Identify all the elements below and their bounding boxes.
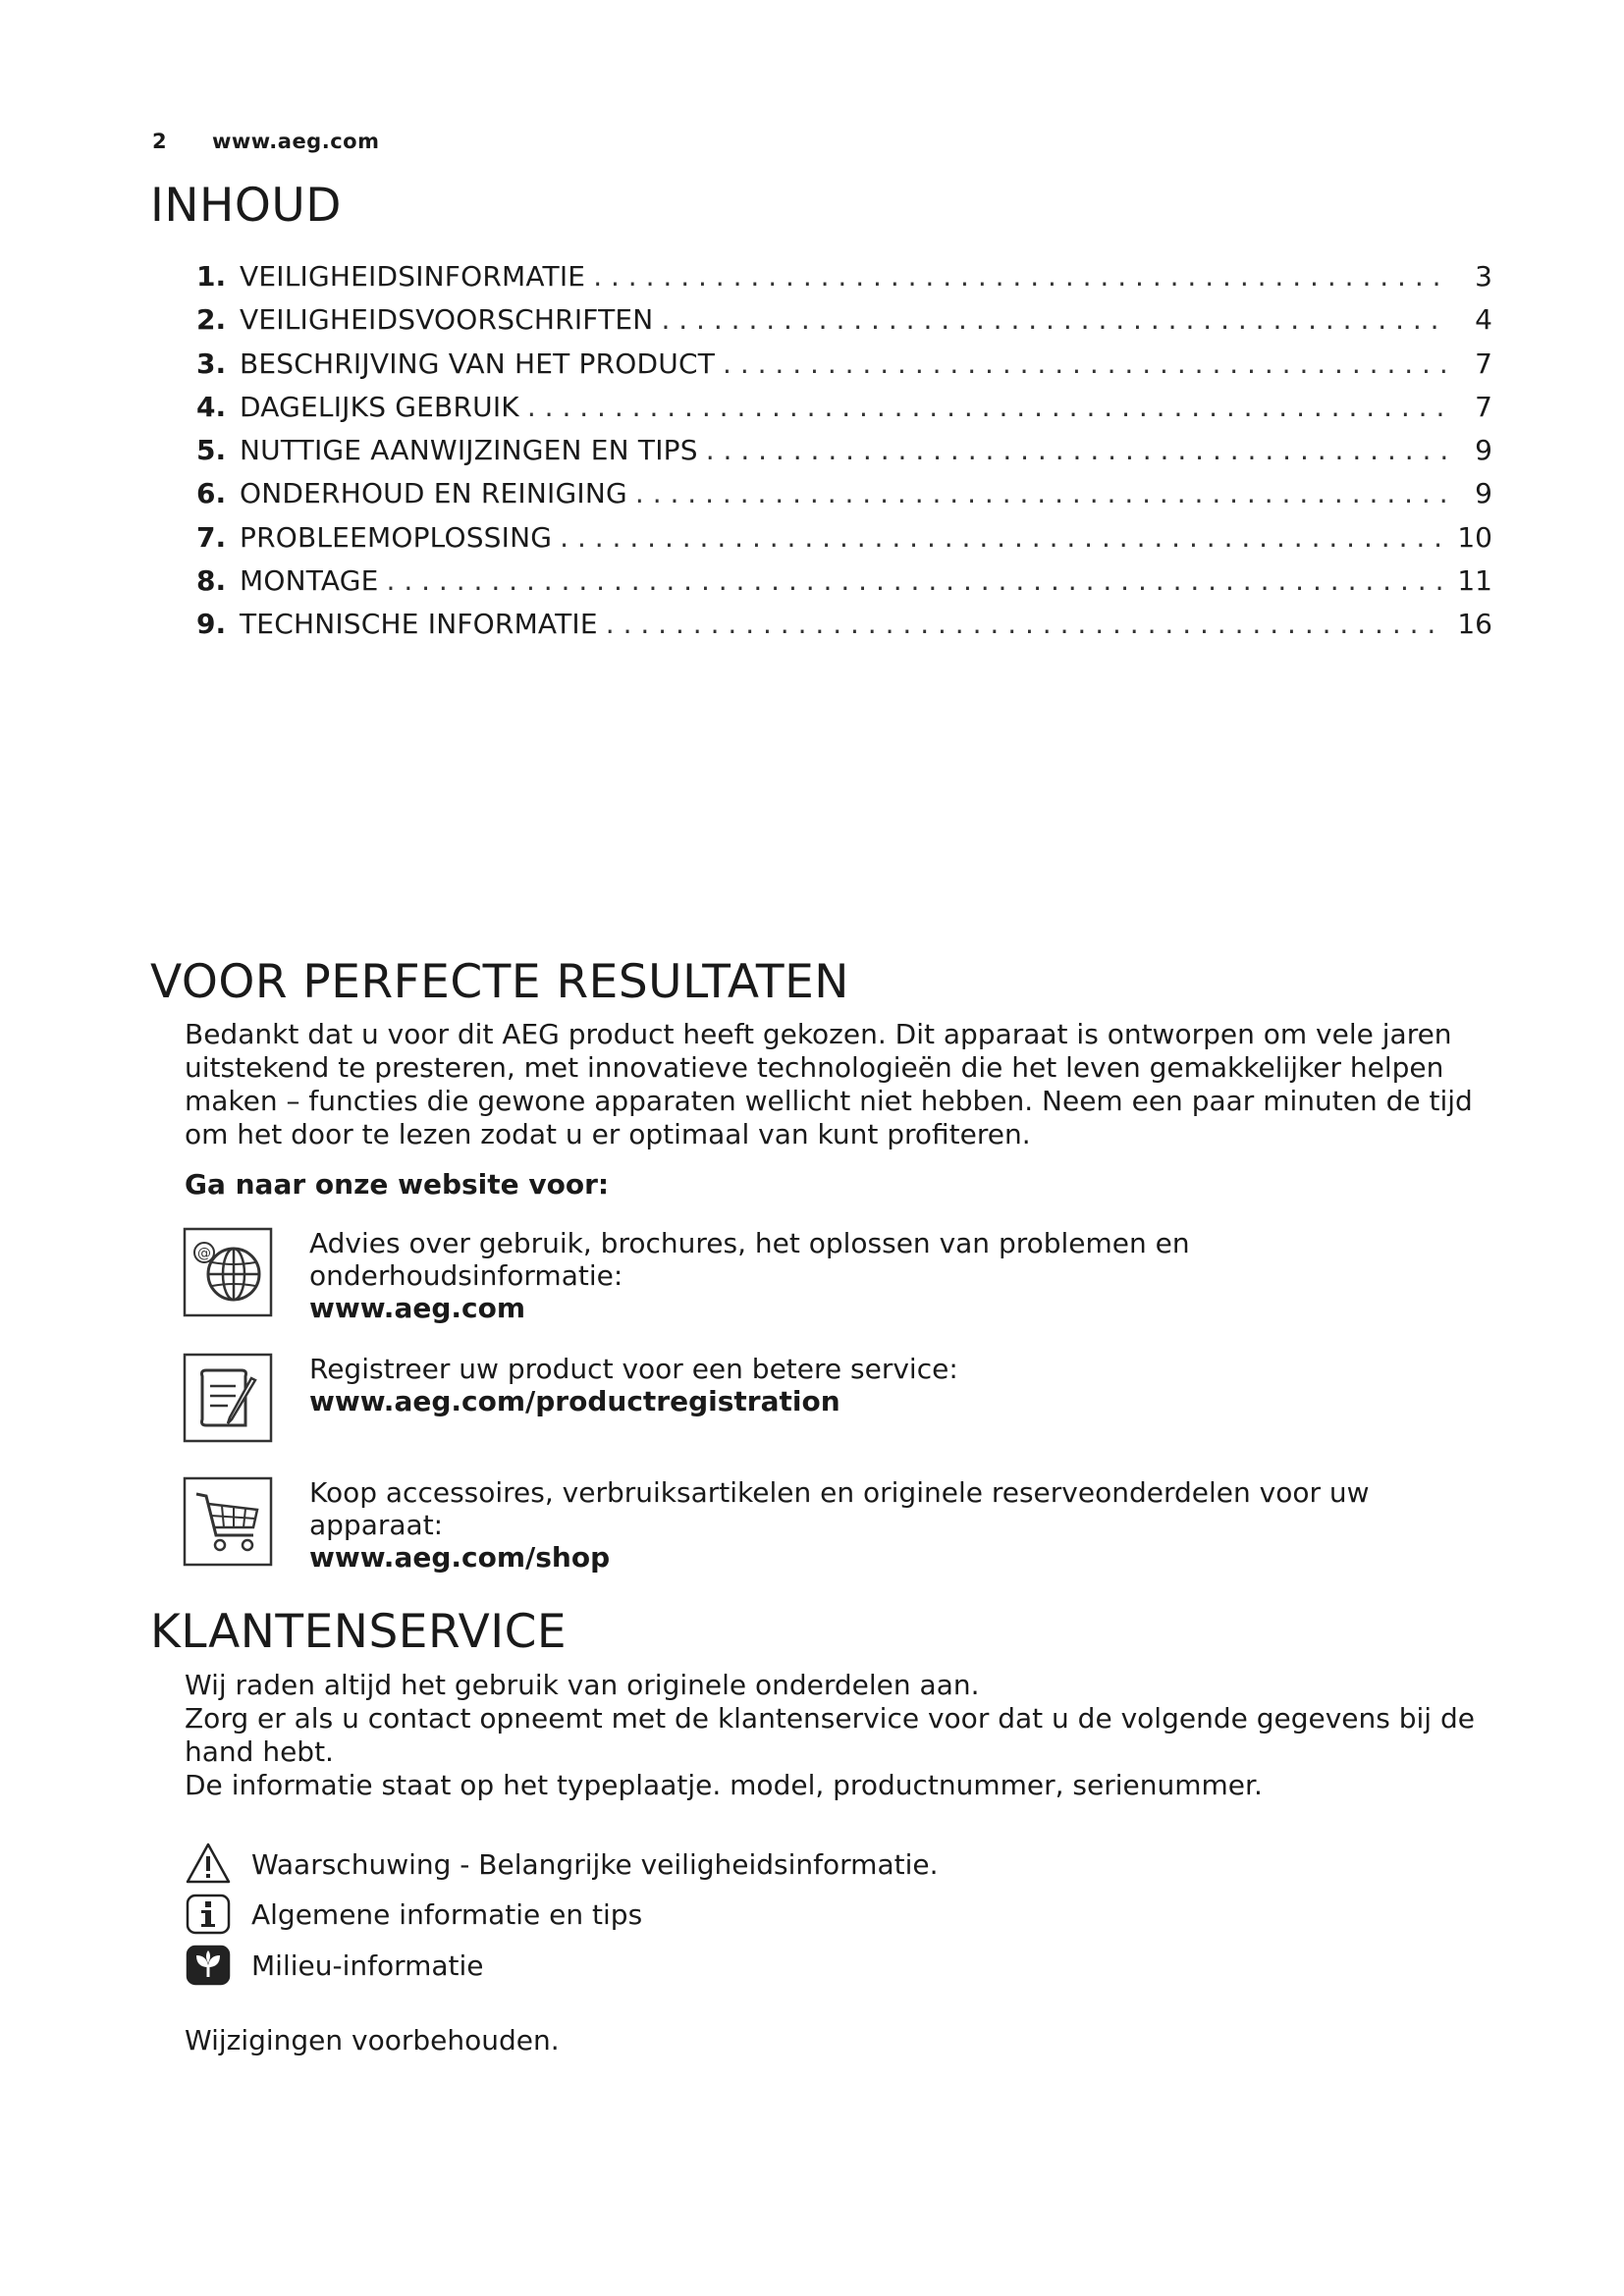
shopping-cart-icon bbox=[183, 1476, 273, 1567]
toc-item-label: ONDERHOUD EN REINIGING bbox=[240, 477, 627, 510]
results-title: VOOR PERFECTE RESULTATEN bbox=[150, 955, 849, 1009]
changes-reserved-note: Wijzigingen voorbehouden. bbox=[185, 2024, 560, 2056]
toc-item[interactable] bbox=[196, 303, 1492, 347]
website-link-url[interactable]: www.aeg.com/productregistration bbox=[309, 1385, 840, 1417]
legend-text: Milieu-informatie bbox=[251, 1949, 484, 1982]
website-link-text bbox=[309, 1227, 1488, 1324]
toc-item[interactable] bbox=[196, 260, 1492, 303]
header-website[interactable]: www.aeg.com bbox=[211, 130, 380, 153]
toc-item-page: 10 bbox=[1457, 520, 1492, 554]
website-link-text bbox=[309, 1476, 1488, 1574]
toc-item-label: VEILIGHEIDSINFORMATIE bbox=[240, 260, 586, 293]
toc-dot-leader bbox=[593, 260, 1449, 293]
warning-icon bbox=[185, 1841, 232, 1888]
info-icon bbox=[185, 1891, 232, 1938]
toc-item-page: 3 bbox=[1475, 260, 1492, 293]
results-intro: Bedankt dat u voor dit AEG product heeft gekozen. Dit apparaat is ontworpen om vele jaren uitstekend te presteren, met innovatieve technologieën die het leven gemakkelijker helpen maken – functies die gewone apparaten wellicht niet hebben. Neem een paar minuten de tijd om het door te lezen zodat u er optimaal van kunt profiteren. bbox=[185, 1018, 1473, 1150]
service-line: Wij raden altijd het gebruik van originele onderdelen aan. bbox=[185, 1669, 980, 1701]
toc-item[interactable] bbox=[196, 521, 1492, 564]
website-link-url[interactable]: www.aeg.com bbox=[309, 1292, 526, 1324]
registration-icon bbox=[183, 1353, 273, 1443]
toc-item[interactable] bbox=[196, 347, 1492, 391]
page-number: 2 bbox=[152, 130, 168, 153]
website-link-url[interactable]: www.aeg.com/shop bbox=[309, 1541, 611, 1574]
service-title: KLANTENSERVICE bbox=[150, 1605, 568, 1659]
toc-title: INHOUD bbox=[150, 179, 342, 233]
toc-item-number: 5. bbox=[196, 434, 227, 467]
svg-text:@: @ bbox=[197, 1246, 211, 1261]
toc-item-page: 7 bbox=[1475, 347, 1492, 380]
service-line: De informatie staat op het typeplaatje. model, productnummer, serienummer. bbox=[185, 1769, 1263, 1801]
globe-icon bbox=[183, 1227, 273, 1317]
website-link-text bbox=[309, 1353, 1488, 1417]
toc-item-label: PROBLEEMOPLOSSING bbox=[240, 520, 553, 554]
toc-dot-leader bbox=[560, 521, 1443, 554]
table-of-contents bbox=[196, 260, 1492, 652]
legend-item bbox=[185, 1891, 1068, 1940]
toc-dot-leader bbox=[606, 608, 1444, 640]
toc-dot-leader bbox=[661, 303, 1449, 336]
toc-item-number: 6. bbox=[196, 477, 227, 510]
toc-dot-leader bbox=[387, 564, 1444, 597]
toc-item-label: VEILIGHEIDSVOORSCHRIFTEN bbox=[240, 303, 654, 337]
toc-item-label: MONTAGE bbox=[240, 564, 379, 598]
page-header bbox=[152, 130, 379, 153]
toc-dot-leader bbox=[723, 347, 1449, 380]
toc-item[interactable] bbox=[196, 608, 1492, 651]
toc-dot-leader bbox=[635, 477, 1449, 509]
toc-item-page: 9 bbox=[1475, 477, 1492, 510]
toc-item-page: 16 bbox=[1457, 608, 1492, 641]
toc-dot-leader bbox=[706, 434, 1449, 466]
toc-item[interactable] bbox=[196, 564, 1492, 608]
toc-item-label: NUTTIGE AANWIJZINGEN EN TIPS bbox=[240, 434, 698, 467]
legend-text: Algemene informatie en tips bbox=[251, 1898, 643, 1931]
service-line: Zorg er als u contact opneemt met de klantenservice voor dat u de volgende gegevens bij de hand hebt. bbox=[185, 1702, 1475, 1768]
website-link-description: Registreer uw product voor een betere service: bbox=[309, 1353, 958, 1385]
toc-item-number: 2. bbox=[196, 303, 227, 337]
website-link-description: Koop accessoires, verbruiksartikelen en originele reserveonderdelen voor uw apparaat: bbox=[309, 1476, 1370, 1541]
legend-text: Waarschuwing - Belangrijke veiligheidsinformatie. bbox=[251, 1848, 939, 1881]
toc-item-label: DAGELIJKS GEBRUIK bbox=[240, 390, 519, 423]
website-heading: Ga naar onze website voor: bbox=[185, 1168, 610, 1201]
toc-item-number: 3. bbox=[196, 347, 227, 380]
toc-item-number: 8. bbox=[196, 564, 227, 598]
toc-item[interactable] bbox=[196, 434, 1492, 477]
toc-item[interactable] bbox=[196, 391, 1492, 434]
service-text bbox=[185, 1669, 1500, 1802]
website-link-description: Advies over gebruik, brochures, het oplossen van problemen en onderhoudsinformatie: bbox=[309, 1227, 1190, 1292]
legend-item bbox=[185, 1942, 1068, 1991]
toc-item-page: 7 bbox=[1475, 390, 1492, 423]
toc-dot-leader bbox=[527, 391, 1449, 423]
toc-item-number: 9. bbox=[196, 608, 227, 641]
environment-icon bbox=[185, 1942, 232, 1989]
toc-item-label: TECHNISCHE INFORMATIE bbox=[240, 608, 598, 641]
toc-item[interactable] bbox=[196, 477, 1492, 520]
toc-item-page: 4 bbox=[1475, 303, 1492, 337]
toc-item-number: 4. bbox=[196, 390, 227, 423]
toc-item-page: 9 bbox=[1475, 434, 1492, 467]
toc-item-label: BESCHRIJVING VAN HET PRODUCT bbox=[240, 347, 716, 380]
toc-item-number: 1. bbox=[196, 260, 227, 293]
legend-item bbox=[185, 1841, 1068, 1890]
toc-item-number: 7. bbox=[196, 520, 227, 554]
toc-item-page: 11 bbox=[1457, 564, 1492, 598]
